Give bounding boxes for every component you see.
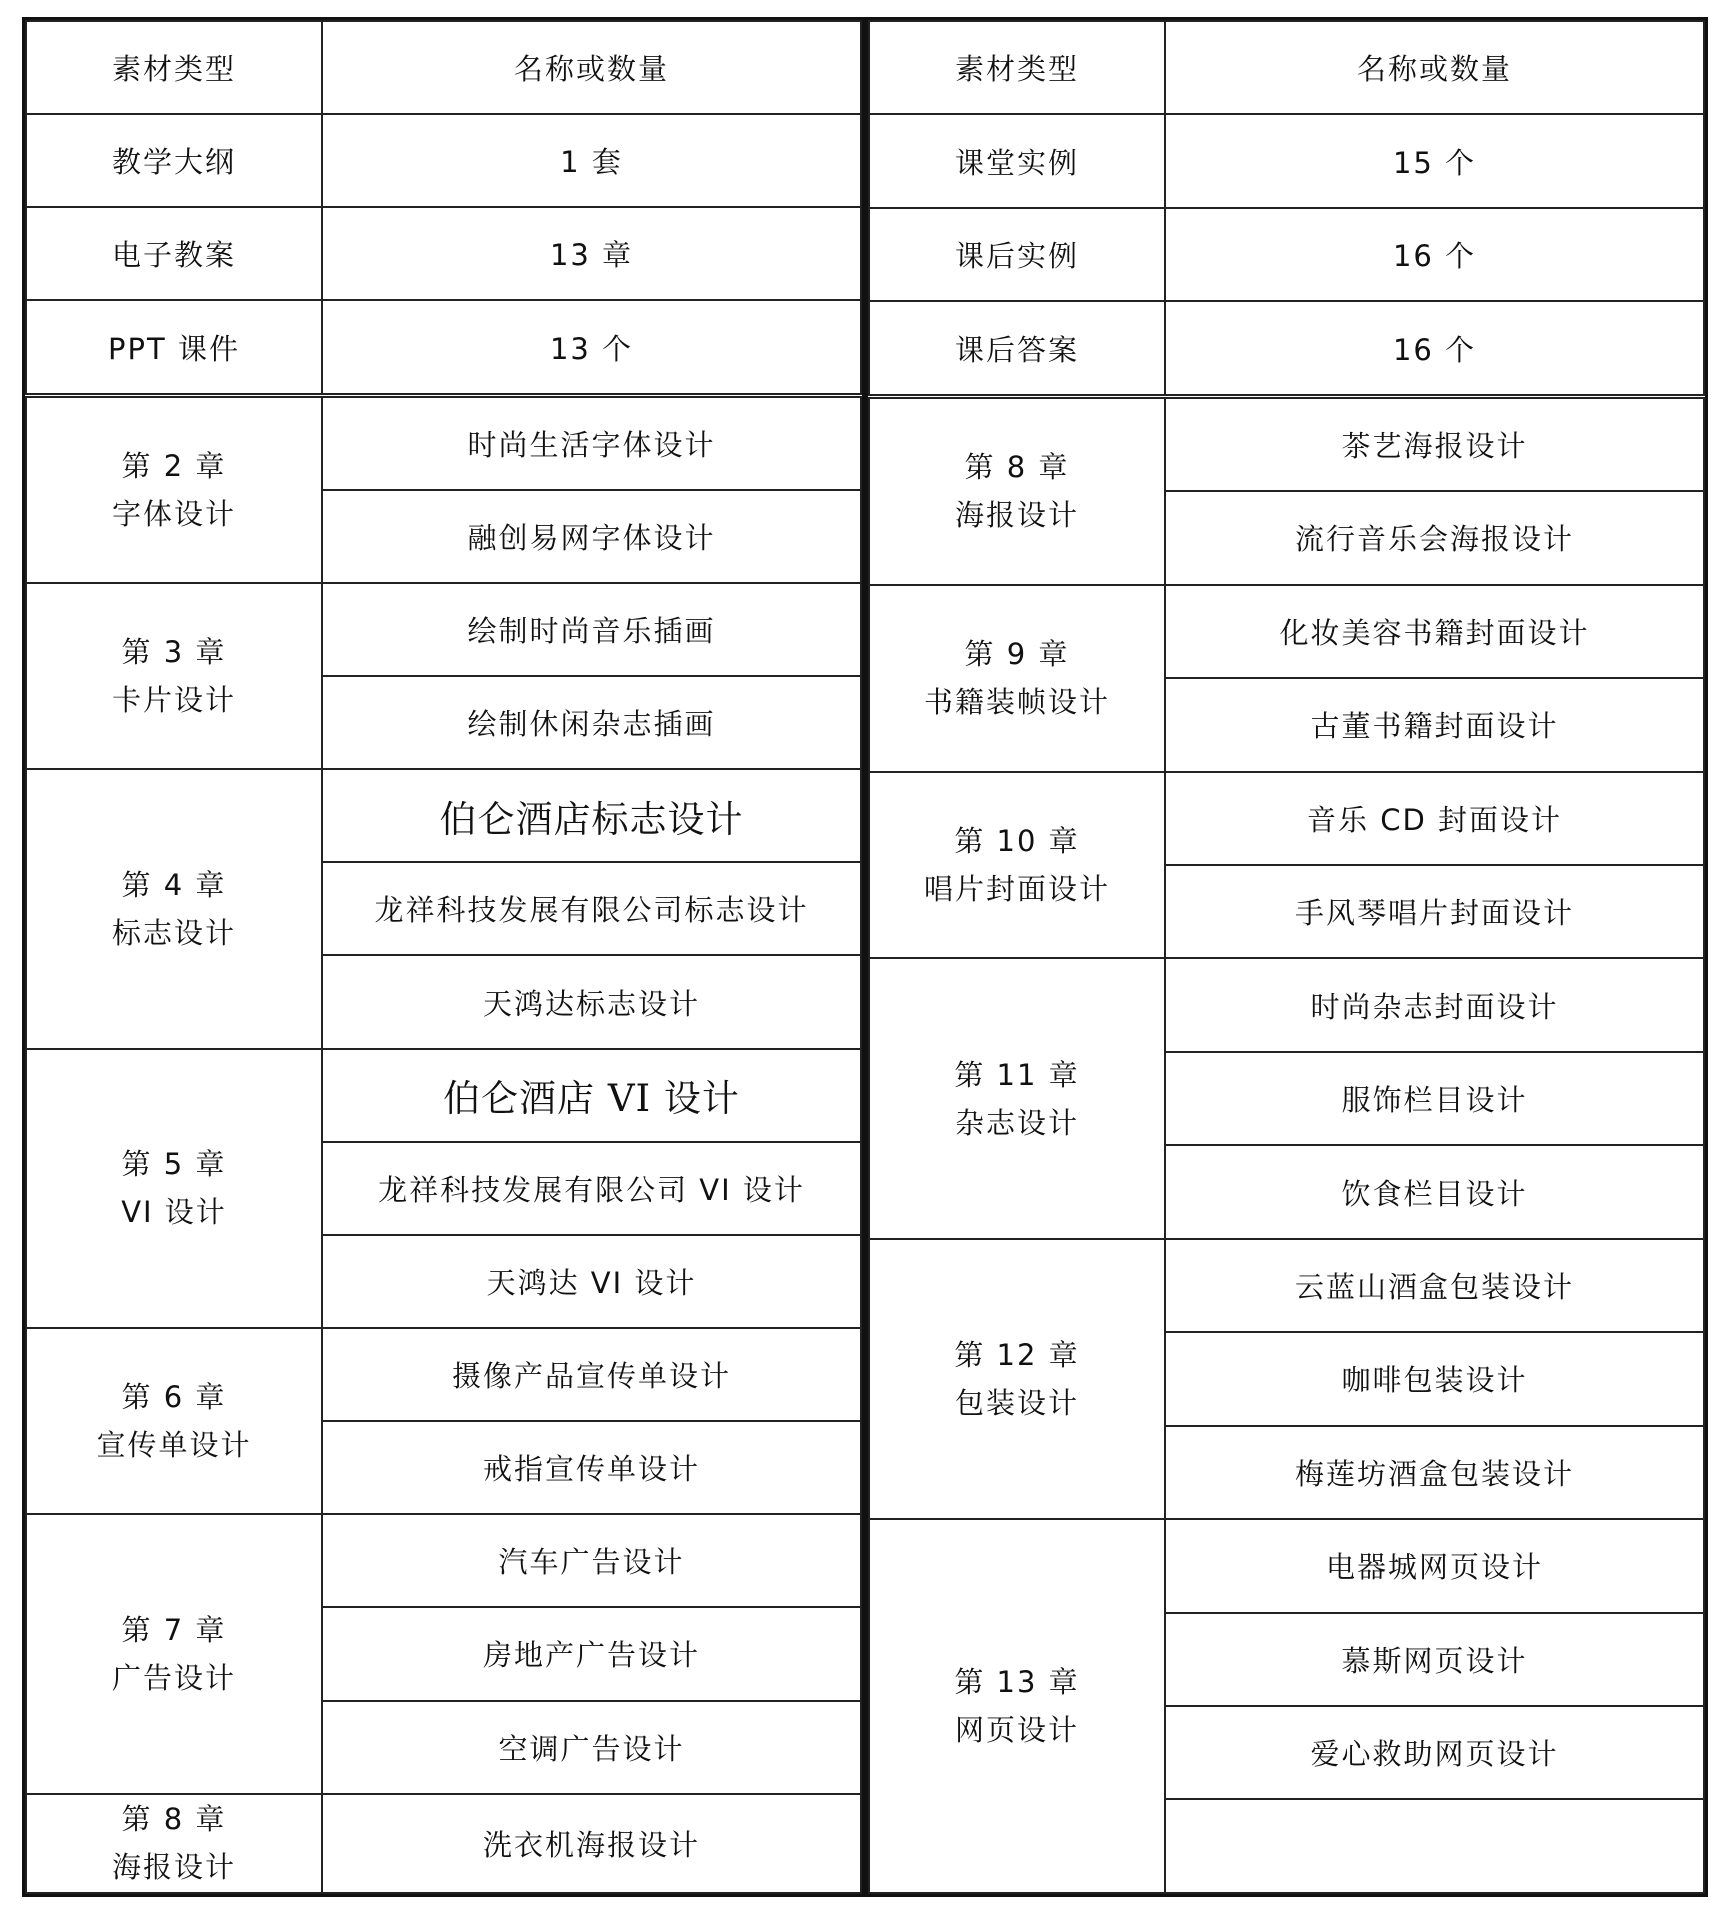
chapter-cell	[26, 1514, 322, 1793]
chapter-number: 第 12 章	[954, 1337, 1080, 1372]
item-cell: 绘制休闲杂志插画	[322, 676, 861, 769]
item-cell: 伯仑酒店 VI 设计	[322, 1049, 861, 1142]
item-cell: 化妆美容书籍封面设计	[1165, 585, 1704, 678]
chapter-cell	[869, 396, 1165, 584]
summary-value: 13 个	[322, 300, 861, 395]
chapter-title: 字体设计	[111, 496, 236, 531]
chapter-number: 第 5 章	[121, 1147, 227, 1182]
item-cell: 戒指宣传单设计	[322, 1421, 861, 1514]
chapter-cell	[869, 958, 1165, 1238]
summary-value: 16 个	[1165, 301, 1704, 396]
summary-value: 13 章	[322, 207, 861, 300]
chapter-cell	[26, 395, 322, 583]
item-cell: 梅莲坊酒盒包装设计	[1165, 1426, 1704, 1519]
chapter-number: 第 4 章	[121, 867, 227, 902]
chapter-title: 标志设计	[111, 915, 236, 950]
item-cell: 云蓝山酒盒包装设计	[1165, 1239, 1704, 1332]
chapter-cell	[26, 583, 322, 769]
item-cell: 龙祥科技发展有限公司标志设计	[322, 862, 861, 955]
summary-value: 16 个	[1165, 208, 1704, 301]
chapter-title: 杂志设计	[954, 1105, 1079, 1140]
summary-value: 15 个	[1165, 114, 1704, 207]
item-cell: 饮食栏目设计	[1165, 1145, 1704, 1238]
item-cell: 洗衣机海报设计	[322, 1794, 861, 1893]
header-type: 素材类型	[869, 21, 1165, 114]
summary-value: 1 套	[322, 114, 861, 207]
chapter-title: 唱片封面设计	[923, 872, 1110, 906]
item-cell: 融创易网字体设计	[322, 490, 861, 583]
chapter-title: 卡片设计	[111, 683, 236, 718]
header-name: 名称或数量	[322, 21, 861, 114]
chapter-number: 第 8 章	[121, 1802, 227, 1837]
item-cell: 汽车广告设计	[322, 1514, 861, 1607]
summary-type: 电子教案	[26, 207, 322, 300]
summary-type: 课堂实例	[869, 114, 1165, 207]
chapter-cell	[26, 769, 322, 1048]
item-cell: 慕斯网页设计	[1165, 1613, 1704, 1706]
item-cell: 音乐 CD 封面设计	[1165, 772, 1704, 865]
summary-type: 教学大纲	[26, 114, 322, 207]
chapter-cell	[869, 585, 1165, 772]
chapter-number: 第 10 章	[954, 824, 1080, 858]
header-type: 素材类型	[26, 21, 322, 114]
item-cell: 电器城网页设计	[1165, 1519, 1704, 1612]
chapter-title: 书籍装帧设计	[923, 685, 1110, 720]
chapter-number: 第 11 章	[954, 1057, 1080, 1092]
chapter-number: 第 6 章	[121, 1380, 227, 1415]
chapter-title: 网页设计	[954, 1713, 1079, 1748]
chapter-title: 宣传单设计	[96, 1428, 252, 1463]
right-table	[865, 17, 1708, 1897]
materials-table	[22, 17, 1702, 1897]
chapter-title: 海报设计	[111, 1850, 236, 1885]
summary-type: PPT 课件	[26, 300, 322, 395]
item-cell: 茶艺海报设计	[1165, 396, 1704, 491]
item-cell: 古董书籍封面设计	[1165, 678, 1704, 771]
left-table	[22, 17, 865, 1897]
item-cell: 空调广告设计	[322, 1701, 861, 1794]
chapter-cell	[26, 1328, 322, 1514]
summary-type: 课后实例	[869, 208, 1165, 301]
chapter-cell	[869, 772, 1165, 959]
item-cell: 手风琴唱片封面设计	[1165, 865, 1704, 958]
chapter-number: 第 13 章	[954, 1665, 1080, 1700]
item-cell: 天鸿达 VI 设计	[322, 1235, 861, 1328]
chapter-number: 第 3 章	[121, 635, 227, 670]
chapter-title: 包装设计	[954, 1385, 1079, 1420]
item-cell: 时尚杂志封面设计	[1165, 958, 1704, 1051]
chapter-number: 第 7 章	[121, 1612, 227, 1647]
summary-type: 课后答案	[869, 301, 1165, 396]
item-cell: 龙祥科技发展有限公司 VI 设计	[322, 1142, 861, 1235]
chapter-cell	[869, 1239, 1165, 1519]
chapter-cell	[26, 1049, 322, 1328]
chapter-title: 海报设计	[954, 498, 1079, 533]
item-cell: 天鸿达标志设计	[322, 955, 861, 1048]
chapter-cell	[869, 1519, 1165, 1893]
item-cell: 房地产广告设计	[322, 1607, 861, 1700]
item-cell: 绘制时尚音乐插画	[322, 583, 861, 676]
item-cell: 摄像产品宣传单设计	[322, 1328, 861, 1421]
chapter-title: VI 设计	[121, 1195, 227, 1230]
item-cell: 时尚生活字体设计	[322, 395, 861, 490]
chapter-number: 第 8 章	[964, 450, 1070, 485]
item-cell: 伯仑酒店标志设计	[322, 769, 861, 862]
header-name: 名称或数量	[1165, 21, 1704, 114]
chapter-title: 广告设计	[111, 1660, 236, 1695]
item-cell: 流行音乐会海报设计	[1165, 491, 1704, 584]
chapter-number: 第 9 章	[964, 637, 1070, 672]
item-cell: 服饰栏目设计	[1165, 1052, 1704, 1145]
item-cell: 咖啡包装设计	[1165, 1332, 1704, 1425]
chapter-cell	[26, 1794, 322, 1893]
item-cell: 爱心救助网页设计	[1165, 1706, 1704, 1799]
chapter-number: 第 2 章	[121, 448, 227, 483]
empty-cell	[1165, 1799, 1704, 1893]
